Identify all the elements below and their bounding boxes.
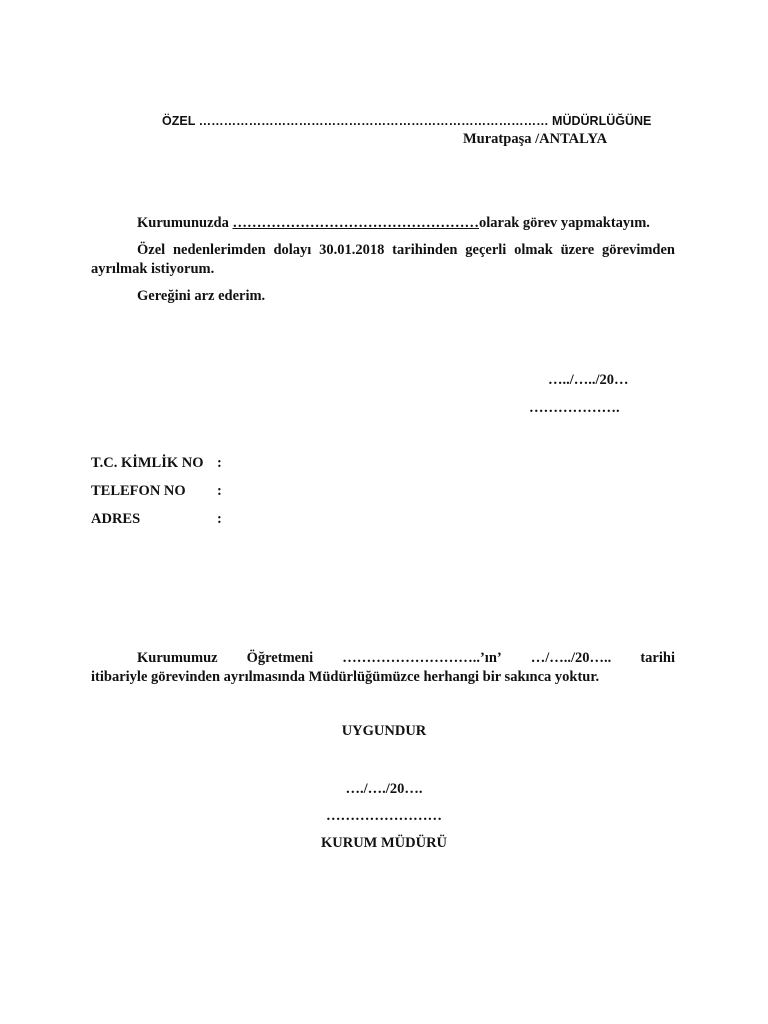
p1-blank: …………………………………………… xyxy=(232,215,479,231)
approval-word-e: tarihi xyxy=(640,650,675,666)
p2-text: Özel nedenlerimden dolayı 30.01.2018 tarihinden geçerli olmak üzere görevimden ayrılmak istiyorum. xyxy=(91,242,675,277)
field-label: T.C. KİMLİK NO xyxy=(91,455,204,471)
field-colon: : xyxy=(217,511,222,527)
paragraph-1 xyxy=(91,214,675,233)
paragraph-2 xyxy=(91,241,675,279)
approval-title: KURUM MÜDÜRÜ xyxy=(320,835,448,851)
approval-word-c: ………………………..’ın’ xyxy=(342,650,502,666)
paragraph-3 xyxy=(91,287,675,306)
p1-suffix: olarak görev yapmaktayım. xyxy=(479,215,650,231)
signature-date: …../…../20… xyxy=(548,372,629,388)
approval-sign-blank: …………………… xyxy=(326,808,442,824)
approval-word-a: Kurumumuz xyxy=(137,650,218,666)
approval-status: UYGUNDUR xyxy=(341,723,427,739)
header-line-1: ÖZEL ………………………………………………………………………… MÜDÜRLÜĞÜNE xyxy=(162,114,652,128)
approval-date: …./…./20…. xyxy=(345,781,423,797)
approval-line-1 xyxy=(91,650,675,667)
approval-word-b: Öğretmeni xyxy=(246,650,314,666)
p1-prefix: Kurumunuzda xyxy=(137,215,229,231)
header-line-2: Muratpaşa /ANTALYA xyxy=(463,131,608,147)
approval-line-2: itibariyle görevinden ayrılmasında Müdürlüğümüzce herhangi bir sakınca yoktur. xyxy=(91,669,600,685)
signature-name-blank: ………………. xyxy=(529,400,620,416)
field-label: TELEFON NO xyxy=(91,483,186,499)
field-colon: : xyxy=(217,455,222,471)
field-colon: : xyxy=(217,483,222,499)
p3-text: Gereğini arz ederim. xyxy=(137,288,266,304)
approval-word-d: …/…../20….. xyxy=(530,650,612,666)
field-label: ADRES xyxy=(91,511,141,527)
